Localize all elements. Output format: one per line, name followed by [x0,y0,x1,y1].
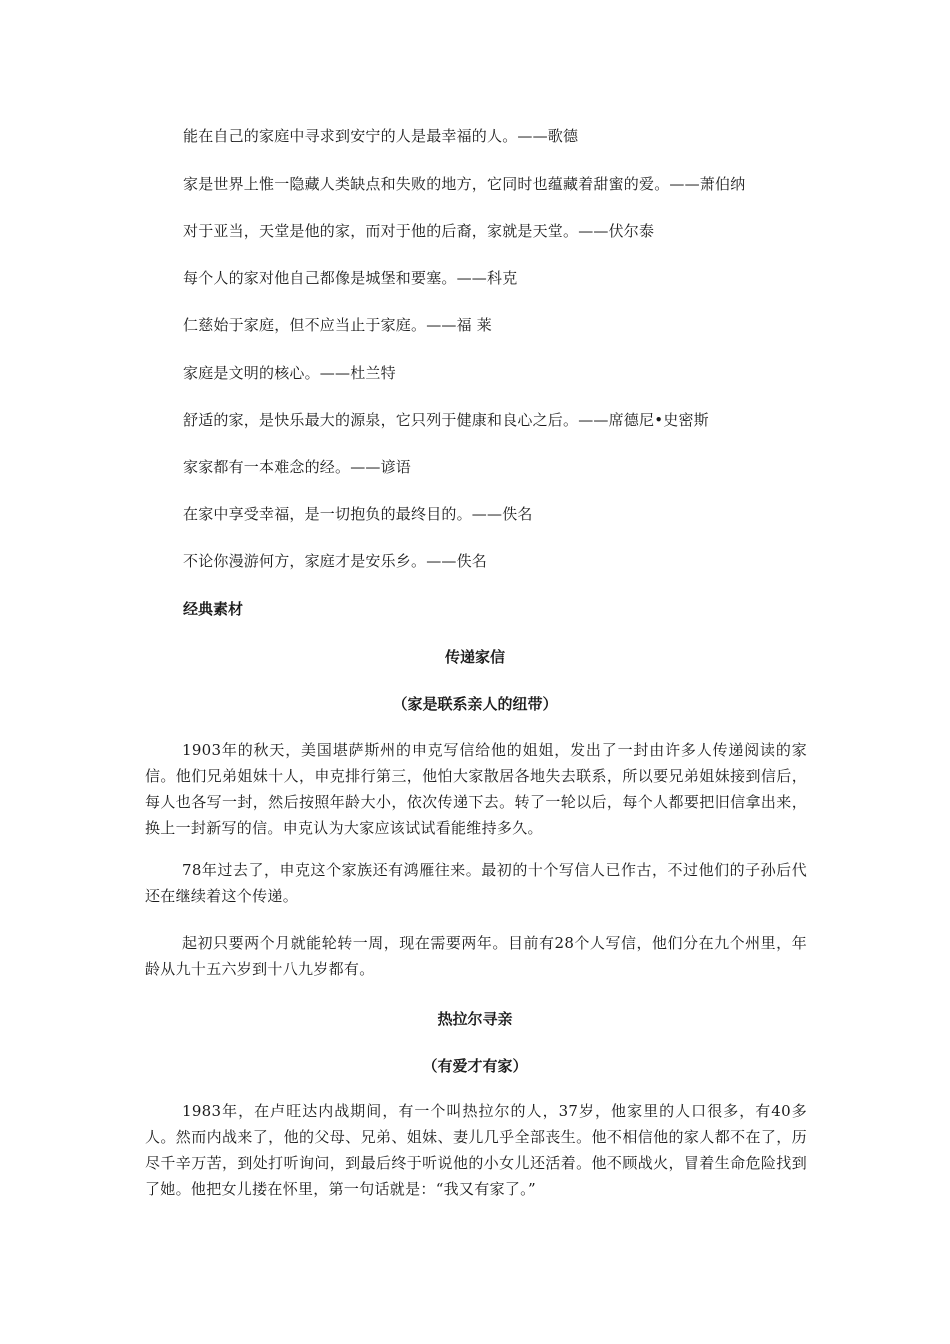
story-paragraph: 78年过去了，申克这个家族还有鸿雁往来。最初的十个写信人已作古，不过他们的子孙后代还在继续着这个传递。 [145,861,807,905]
quote-line: 仁慈始于家庭，但不应当止于家庭。——福 莱 [183,316,492,334]
quote-line: 每个人的家对他自己都像是城堡和要塞。——科克 [183,269,518,287]
story-title: 热拉尔寻亲 [437,1010,513,1028]
story-subtitle: （有爱才有家） [422,1057,528,1075]
story-subtitle: （家是联系亲人的纽带） [392,695,558,713]
quote-line: 家庭是文明的核心。——杜兰特 [183,364,396,382]
quote-line: 在家中享受幸福，是一切抱负的最终目的。——佚名 [183,505,533,523]
quote-line: 能在自己的家庭中寻求到安宁的人是最幸福的人。——歌德 [183,127,579,145]
story-paragraph: 1983年，在卢旺达内战期间，有一个叫热拉尔的人，37岁，他家里的人口很多，有40多人。然而内战来了，他的父母、兄弟、姐妹、妻儿几乎全部丧生。他不相信他的家人都不在了，历尽千辛万苦，到处打听询问，到最后终于听说他的小女儿还活着。他不顾战火，冒着生命危险找到了她。他把女儿搂在怀里，第一句话就是：“我又有家了。” [145,1102,807,1198]
quote-line: 家家都有一本难念的经。——谚语 [183,458,412,476]
section-heading: 经典素材 [183,600,244,618]
quote-line: 对于亚当，天堂是他的家，而对于他的后裔，家就是天堂。——伏尔泰 [183,222,655,240]
story-paragraph: 1903年的秋天，美国堪萨斯州的申克写信给他的姐姐，发出了一封由许多人传递阅读的家信。他们兄弟姐妹十人，申克排行第三，他怕大家散居各地失去联系，所以要兄弟姐妹接到信后，每人也各写一封，然后按照年龄大小，依次传递下去。转了一轮以后，每个人都要把旧信拿出来，换上一封新写的信。申克认为大家应该试试看能维持多久。 [145,741,807,837]
quote-line: 舒适的家，是快乐最大的源泉，它只列于健康和良心之后。——席德尼•史密斯 [183,411,709,429]
quote-line: 不论你漫游何方，家庭才是安乐乡。——佚名 [183,552,488,570]
story-paragraph: 起初只要两个月就能轮转一周，现在需要两年。目前有28个人写信，他们分在九个州里，年龄从九十五六岁到十八九岁都有。 [145,934,807,978]
story-title: 传递家信 [444,648,505,666]
quote-line: 家是世界上惟一隐藏人类缺点和失败的地方，它同时也蕴藏着甜蜜的爱。——萧伯纳 [183,175,746,193]
